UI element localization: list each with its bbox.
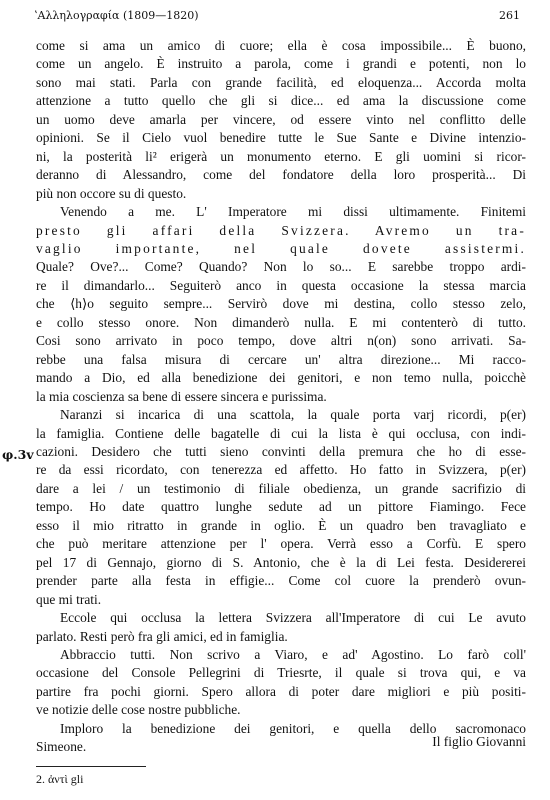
text-line: un uomo deve amarla per vincere, od essere vinto nel conflitto delle xyxy=(36,111,526,127)
text-line: deranno di Alessandro, come del fondatore della loro prosperità... Di xyxy=(36,167,526,183)
paragraph xyxy=(36,646,526,720)
text-line: ni, la posterità li² erigerà un monumento eterno. E gli uomini si ricor- xyxy=(36,148,526,164)
text-line: come si ama un amico di cuore; ella è cosa impossibile... È buono, xyxy=(36,38,526,53)
text-line: re il dimandarlo... Seguiterò anco in questa occasione la stessa marcia xyxy=(36,277,526,293)
footnote: 2. ἀντὶ gli xyxy=(36,772,84,786)
text-line: che ⟨h⟩o seguito sempre... Servirò dove mi destina, collo stesso zelo, xyxy=(36,296,526,312)
text-line: occasione del Console Pellegrini di Triesrte, il quale si trova qui, e va xyxy=(36,665,526,681)
text-line: sono mai stati. Parla con grande facilità, ed eloquenza... Accorda molta xyxy=(36,74,526,90)
text-line: più non occore su di questo. xyxy=(36,185,187,201)
text-line: Eccole qui occlusa la lettera Svizzera all'Imperatore di cui Le avuto xyxy=(60,610,526,626)
text-line: mando a Dio, ed alla benedizione dei genitori, e non temo nulla, poicchè xyxy=(36,370,526,386)
text-line: la mia coscienza sa bene di essere sincera e purissima. xyxy=(36,388,327,404)
page-number: 261 xyxy=(499,9,520,22)
paragraph xyxy=(36,406,526,609)
paragraph xyxy=(36,609,526,646)
text-line: attenzione a tutto quello che gli si dice... ed ama la discussione come xyxy=(36,93,526,109)
text-line: que mi trati. xyxy=(36,591,102,607)
text-line: prender parte alla festa in effigie... Come col cuore la prenderò ovun- xyxy=(36,573,526,589)
text-line: re da essi ricordato, con tenerezza ed affetto. Ho fatto in Svizzera, p(er) xyxy=(36,462,526,478)
footnote-rule xyxy=(36,766,146,767)
text-line: Simeone. xyxy=(36,739,87,755)
text-line: pel 17 di Gennajo, giorno di S. Antonio, che è la di Lei festa. Desidererei xyxy=(36,554,526,570)
running-header xyxy=(34,9,520,25)
text-line: opinioni. Se il Cielo vuol benedire tutte le Sue Sante e Divine intenzio- xyxy=(36,130,526,146)
text-line: cazioni. Desidero che tutti sieno convinti della premura che ho di esse- xyxy=(36,443,526,459)
text-line: parlato. Resti però fra gli amici, ed in famiglia. xyxy=(36,628,288,644)
text-line: come un angelo. È instruito a parola, come i grandi e potenti, non lo xyxy=(36,56,526,72)
text-line: presto gli affari della Svizzera. Avremo un tra- xyxy=(36,222,526,238)
text-line: ve notizie delle cose nostre pubbliche. xyxy=(36,702,241,718)
paragraph xyxy=(36,37,526,203)
text-line: Naranzi si incarica di una scattola, la quale porta varj ricordi, p(er) xyxy=(60,407,526,423)
text-line: Cosi sono arrivato in poco tempo, dove altri n(on) sono arrivati. Sa- xyxy=(36,333,526,349)
text-line: e collo stesso onore. Non dimanderò nulla. E mi contenterò di tutto. xyxy=(36,314,526,330)
text-line: la famiglia. Contiene delle bagatelle di cui la lista è qui occlusa, con indi- xyxy=(36,425,526,441)
text-line: rebbe una falsa misura di cercare un' altra direzione... Mi racco- xyxy=(36,351,526,367)
text-line: Venendo a me. L' Imperatore mi dissi ultimamente. Finitemi xyxy=(60,204,526,220)
body-text xyxy=(36,37,526,757)
text-line: vaglio importante, nel quale dovete assistermi. xyxy=(36,240,526,256)
folio-margin-note: φ.3v xyxy=(2,447,34,462)
running-title: ʽΑλληλογραφία (1809—1820) xyxy=(34,9,199,22)
text-line: partire fra pochi giorni. Spero allora di poter dare migliori e più positi- xyxy=(36,683,526,699)
text-line: dare a lei / un testimonio di filiale obedienza, un grande sacrifizio di xyxy=(36,480,526,496)
text-line: Imploro la benedizione dei genitori, e quella dello sacromonaco xyxy=(60,720,526,736)
text-line: che può meritare attenzione per l' opera. Verrà esso a Corfù. E spero xyxy=(36,536,526,552)
text-line: Quale? Ove?... Come? Quando? Non lo so... E sarebbe troppo ardi- xyxy=(36,259,526,275)
text-line: tempo. Ho date quattro lunghe sedute ad un pittore Fiamingo. Fece xyxy=(36,499,526,515)
text-line: Abbraccio tutti. Non scrivo a Viaro, e ad' Agostino. Lo farò coll' xyxy=(60,646,526,662)
signature: Il figlio Giovanni xyxy=(432,734,526,749)
text-line: esso il mio ritratto in grande in oglio. È un quadro ben travagliato e xyxy=(36,517,526,533)
paragraph xyxy=(36,203,526,406)
